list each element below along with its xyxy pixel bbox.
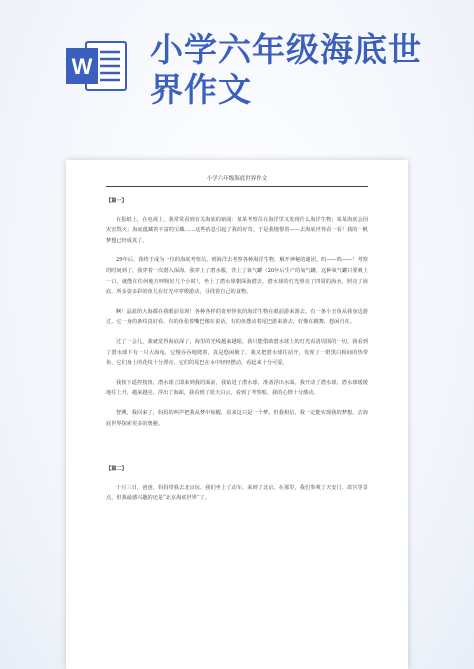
logo-letter: W (71, 54, 93, 79)
paragraph-6: 智溯，我回来了，妈妈的叫声把我从梦中惊醒，原来这只是一个梦。但我相信，我一定能实现我的梦想，去海底世界探索更多的奥秘。 (106, 409, 368, 427)
paragraph-5: 我按下遥控按钮，潜水球立即来到我的面前，我钻进了潜水球，准备浮出水面。我开动了潜水球，潜水球缓缓地往上升，越来越亮。浮出了海面，我看到了蓝天白云，看到了考察船，我的心情十分激动。 (106, 379, 368, 397)
document-page (66, 160, 408, 669)
section-label-1: 【篇一】 (106, 198, 127, 204)
banner-title-line-2: 界作文 (150, 70, 252, 109)
document-body (106, 196, 368, 513)
paragraph-1: 在报纸上，在电视上，我常常看到有关海底的新闻：某某考察员在海洋里又发现什么海洋生物；某某海底会因灾害毁灭；海底蕴藏着丰富的宝藏……这些消息引起了我的好奇。于是我憧憬着——去海底世界看一看！我的一帆梦想已经成真了。 (106, 216, 368, 244)
paragraph-section2: 十月三日，爸爸、妈妈带我去北京玩。我们坐上了动车，来到了北京。在那里，我们参观了天安门、故宫等景点，但我最感兴趣的还是“北京海底世界”了。 (106, 484, 368, 502)
section-spacer (106, 438, 368, 464)
section-label-2: 【篇二】 (106, 466, 127, 473)
document-header: 小学六年级海底世界作文 (106, 174, 368, 187)
word-document-icon (64, 36, 128, 96)
paragraph-2: 29年后，我终于成为一位的海底考察员，到海洋去考察各种海洋生物，解开神秘的谜团。呜——呜——！考察的时间到了，我穿着一次潜入深海。我穿上了潜水服，背上了氧气罐（20年后生产的氧气罐，这种氧气罐只要吸上一口，就能在任何地方呼吸好几个小时），坐上了潜水球朝深海潜去，潜水球的灯光照亮了四周的海水，照亮了海底，所多姿多彩的鱼儿在灯光中穿梭游动，寻找着自己的食物。 (106, 257, 368, 296)
paragraph-4: 过了一会儿，我就觉得海底深了，海里的光线越来越暗，我只能借助潜水球上的灯光看清周围的一切。我看到了潜水球下有一只大海龟，它慢吞吞地爬着，真是悠闲极了。我又把潜水球往前开，发现了一群黑白相间的热带鱼，它们身上的花纹十分漂亮，它们的尾巴在水中轻轻摆动，看起来十分可爱。 (106, 338, 368, 367)
paragraph-3: 啊！晶蓝的大海都在我眼前显现！各种各样的奇形怪状的海洋生物在眼前游来游去。有一条小丑鱼从我身边游过，它一身的条纹真好看。有的鱼张着嘴巴像在说话，有的鱼摆动着尾巴游来游去，好像在跳舞，悠闲自在。 (106, 308, 368, 326)
banner-title-line-1: 小学六年级海底世 (150, 30, 422, 69)
banner-title (150, 30, 450, 110)
